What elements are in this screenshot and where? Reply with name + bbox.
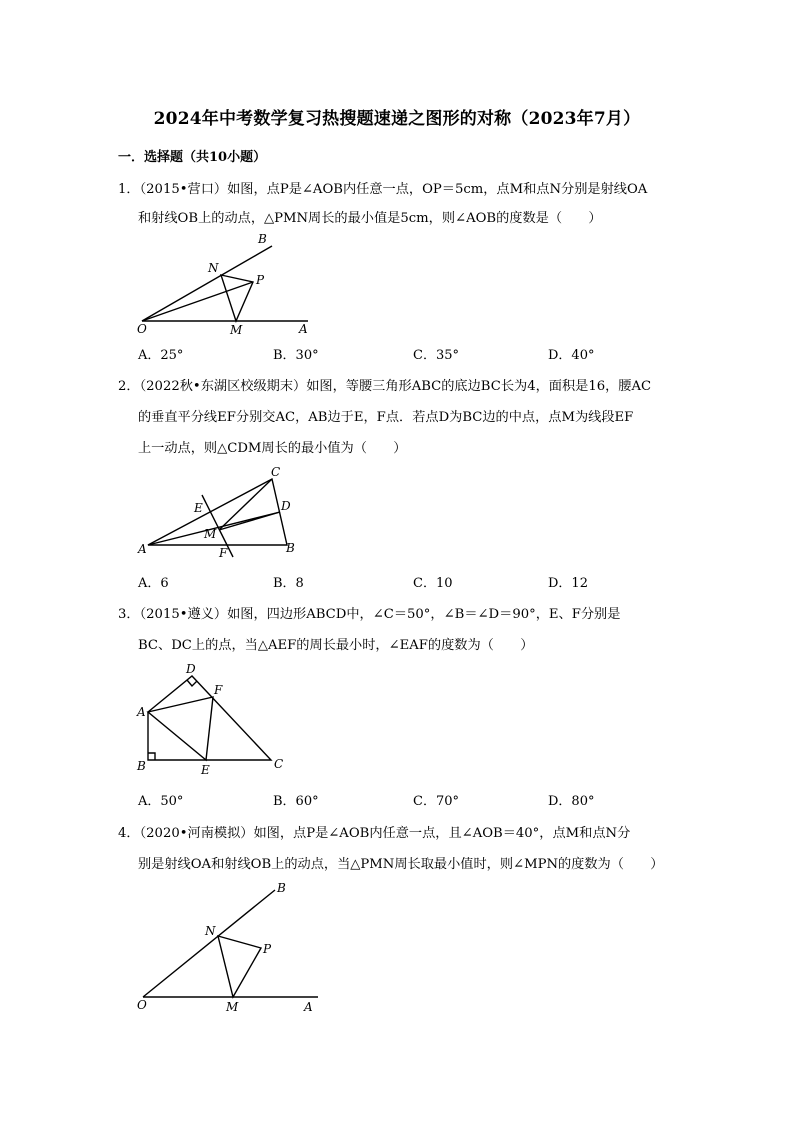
question-4-line-2: 别是射线OA和射线OB上的动点，当△PMN周长取最小值时，则∠MPN的度数为（ ） [138,857,664,872]
question-4-line-1: 4．（2020•河南模拟）如图，点P是∠AOB内任意一点，且∠AOB＝40°，点M和点N分 [118,826,631,841]
section-heading: 一．选择题（共10小题） [118,150,267,165]
q1-label-p: P [256,273,265,287]
q4-label-p: P [263,942,272,956]
q2-label-e: E [194,501,203,515]
q1-label-b: B [258,232,267,246]
q1-label-o: O [137,322,147,336]
question-1-option-a[interactable]: A．25° [138,348,184,363]
q4-ray-ob [143,890,275,997]
q4-label-o: O [137,998,147,1012]
q2-label-m: M [204,527,217,541]
question-3-line-1: 3．（2015•遵义）如图，四边形ABCD中，∠C＝50°，∠B＝∠D＝90°，E、F分别是 [118,607,621,622]
q3-label-d: D [186,662,196,676]
q2-label-c: C [271,465,281,479]
q1-label-m: M [230,323,243,337]
q3-label-c: C [274,757,284,771]
question-2-line-3: 上一动点，则△CDM周长的最小值为（ ） [138,441,407,456]
question-2-option-d[interactable]: D．12 [548,576,588,591]
q2-label-f: F [219,546,228,560]
q1-label-a: A [299,322,308,336]
question-2-option-c[interactable]: C．10 [413,576,453,591]
page-title: 2024年中考数学复习热搜题速递之图形的对称（2023年7月） [153,109,641,129]
q4-triangle-pmn [218,936,261,997]
question-3-option-c[interactable]: C．70° [413,794,459,809]
question-2-line-1: 2．（2022秋•东湖区校级期末）如图，等腰三角形ABC的底边BC长为4，面积是16，腰AC [118,379,652,394]
q2-label-b: B [286,541,295,555]
q4-label-b: B [277,881,286,895]
question-1-line-2: 和射线OB上的动点，△PMN周长的最小值是5cm，则∠AOB的度数是（ ） [138,211,602,226]
question-1-option-c[interactable]: C．35° [413,348,459,363]
question-1-option-b[interactable]: B．30° [273,348,319,363]
question-3-option-a[interactable]: A．50° [138,794,184,809]
question-1-line-1: 1．（2015•营口）如图，点P是∠AOB内任意一点，OP＝5cm，点M和点N分别是射线OA [118,182,648,197]
question-2-option-a[interactable]: A．6 [138,576,169,591]
q3-label-e: E [201,763,210,777]
question-2-option-b[interactable]: B．8 [273,576,304,591]
question-3-option-b[interactable]: B．60° [273,794,319,809]
q3-label-b: B [137,759,146,773]
q1-label-n: N [208,261,219,275]
question-1-option-d[interactable]: D．40° [548,348,595,363]
question-2-line-2: 的垂直平分线EF分别交AC，AB边于E，F点．若点D为BC边的中点，点M为线段EF [138,410,634,425]
q4-label-a: A [304,1000,313,1014]
q2-label-a: A [138,542,147,556]
q4-label-m: M [226,1000,239,1014]
q4-label-n: N [205,924,216,938]
q3-label-a: A [137,705,146,719]
q2-label-d: D [281,499,291,513]
q3-label-f: F [214,683,223,697]
question-3-line-2: BC、DC上的点，当△AEF的周长最小时，∠EAF的度数为（ ） [138,638,534,653]
question-3-option-d[interactable]: D．80° [548,794,595,809]
